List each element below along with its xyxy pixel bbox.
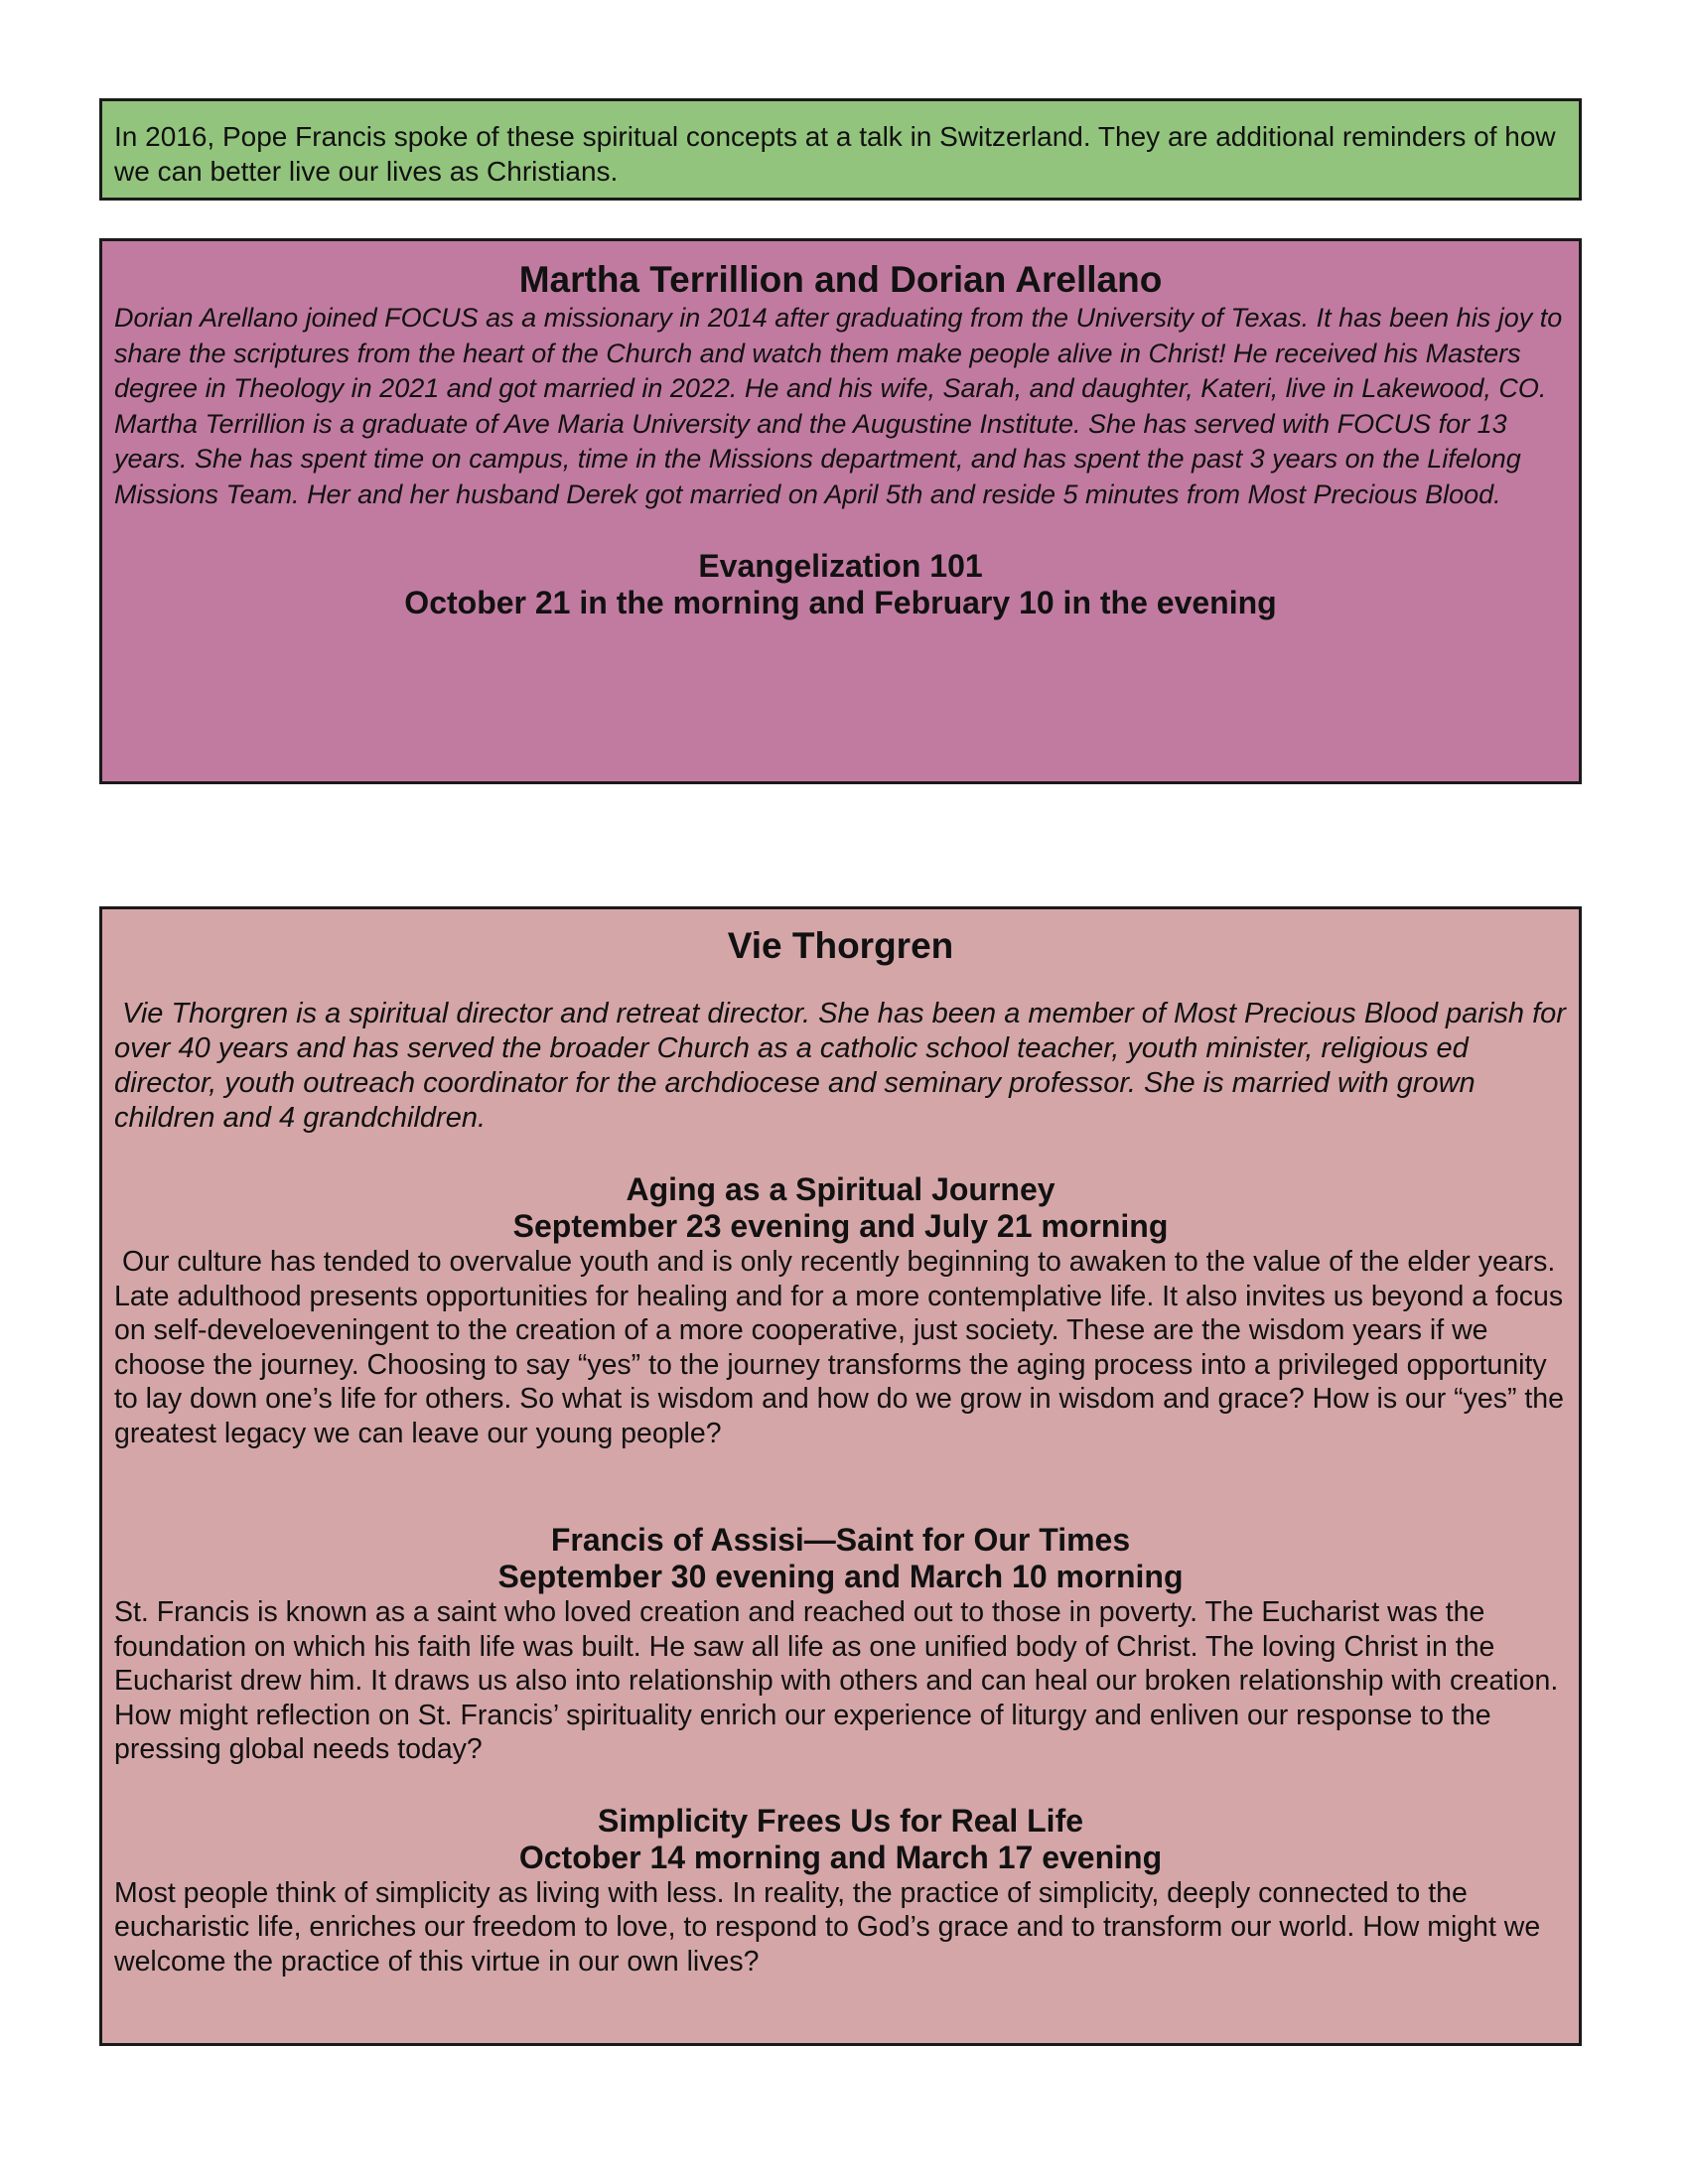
speaker-bio-dorian: Dorian Arellano joined FOCUS as a missionary in 2014 after graduating from the University of Texas. It has been his joy to share the scriptures from the heart of the Church and watch them make people alive in Christ! He received his Masters degree in Theology in 2021 and got married in 2022. He and his wife, Sarah, and daughter, Kateri, live in Lakewood, CO.: [114, 303, 1563, 403]
talk-title: Simplicity Frees Us for Real Life: [597, 1802, 1084, 1839]
talk-dates: October 21 in the morning and February 10 in the evening: [404, 585, 1277, 620]
talk-description: St. Francis is known as a saint who loved creation and reached out to those in poverty. The Eucharist was the foundation on which his faith life was built. He saw all life as one unified body of Christ. The loving Christ in the Eucharist drew him. It draws us also into relationship with others and can heal our broken relationship with creation. How might reflection on St. Francis’ spirituality enrich our experience of liturgy and enliven our response to the pressing global needs today?: [114, 1596, 1559, 1765]
talk-dates: October 14 morning and March 17 evening: [518, 1839, 1163, 1875]
intro-text: In 2016, Pope Francis spoke of these spiritual concepts at a talk in Switzerland. They are additional reminders of how we can better live our lives as Christians.: [114, 121, 1556, 187]
talk-dates: September 23 evening and July 21 morning: [512, 1208, 1169, 1244]
talk-title: Aging as a Spiritual Journey: [626, 1171, 1055, 1207]
intro-box: [99, 98, 1582, 201]
talk-dates: September 30 evening and March 10 morning: [497, 1559, 1184, 1594]
speaker-name: Martha Terrillion and Dorian Arellano: [518, 259, 1163, 300]
talk-title: Francis of Assisi—Saint for Our Times: [550, 1522, 1131, 1558]
talk-description: Our culture has tended to overvalue youth and is only recently beginning to awaken to the value of the elder years. Late adulthood presents opportunities for healing and for a more contemplative life. It also invites us beyond a focus on self-develoeveningent to the creation of a more cooperative, just society. These are the wisdom years if we choose the journey. Choosing to say “yes” to the journey transforms the aging process into a privileged opportunity to lay down one’s life for others. So what is wisdom and how do we grow in wisdom and grace? How is our “yes” the greatest legacy we can leave our young people?: [114, 1246, 1565, 1449]
speaker-bio: Vie Thorgren is a spiritual director and retreat director. She has been a member of Most Precious Blood parish for over 40 years and has served the broader Church as a catholic school teacher, youth minister, religious ed director, youth outreach coordinator for the archdiocese and seminary professor. She is married with grown children and 4 grandchildren.: [114, 998, 1566, 1134]
speaker-name: Vie Thorgren: [727, 925, 954, 966]
talk-description: Most people think of simplicity as living with less. In reality, the practice of simplicity, deeply connected to the eucharistic life, enriches our freedom to love, to respond to God’s grace and to transform our world. How might we welcome the practice of this virtue in our own lives?: [114, 1876, 1541, 1978]
speaker-box-vie: [99, 906, 1582, 2046]
talk-title: Evangelization 101: [698, 548, 983, 584]
speaker-box-martha-dorian: [99, 238, 1582, 784]
speaker-bio-martha: Martha Terrillion is a graduate of Ave Maria University and the Augustine Institute. She has served with FOCUS for 13 years. She has spent time on campus, time in the Missions department, and has spent the past 3 years on the Lifelong Missions Team. Her and her husband Derek got married on April 5th and reside 5 minutes from Most Precious Blood.: [114, 408, 1521, 509]
